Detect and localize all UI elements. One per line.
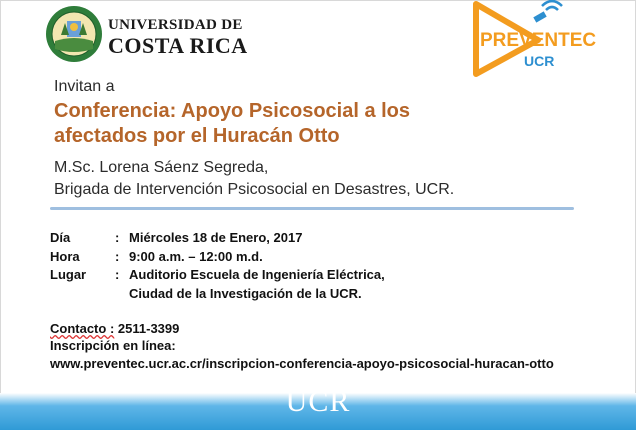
ucr-seal-logo — [45, 5, 103, 63]
registration-label: Inscripción en línea: — [50, 338, 176, 353]
day-label: Día — [50, 230, 71, 245]
speaker-affiliation: Brigada de Intervención Psicosocial en Desastres, UCR. — [54, 181, 455, 198]
day-row — [50, 229, 385, 248]
place-separator: : — [115, 267, 120, 282]
place-line2: Ciudad de la Investigación de la UCR. — [129, 285, 362, 301]
day-separator: : — [115, 230, 120, 245]
divider-line — [50, 207, 574, 210]
day-value: Miércoles 18 de Enero, 2017 — [129, 230, 303, 245]
place-label: Lugar — [50, 267, 87, 282]
invite-intro: Invitan a — [54, 78, 115, 95]
speaker-block — [54, 157, 454, 201]
speaker-name: M.Sc. Lorena Sáenz Segreda, — [54, 159, 269, 176]
preventec-sub: UCR — [524, 53, 555, 69]
time-value: 9:00 a.m. – 12:00 m.d. — [129, 248, 263, 264]
place-row — [50, 266, 385, 285]
footer-ucr-logo: UCR — [285, 385, 351, 418]
time-label: Hora — [50, 248, 80, 264]
contact-phone[interactable]: 2511-3399 — [117, 321, 180, 336]
registration-link[interactable]: www.preventec.ucr.ac.cr/inscripcion-conferencia-apoyo-psicosocial-huracan-otto — [50, 356, 554, 371]
title-line1: Conferencia: Apoyo Psicosocial a los — [54, 100, 411, 122]
ucr-wordmark — [108, 18, 248, 57]
time-separator: : — [115, 248, 120, 264]
university-line1: UNIVERSIDAD DE — [108, 17, 243, 33]
event-details — [50, 229, 385, 303]
preventec-brand: PREVENTEC — [480, 30, 597, 51]
contact-label: Contacto : — [50, 321, 115, 336]
preventec-logo — [468, 0, 598, 78]
university-line2: COSTA RICA — [108, 33, 248, 58]
title-line2: afectados por el Huracán Otto — [54, 125, 340, 147]
time-row — [50, 248, 385, 267]
conference-title — [54, 99, 474, 149]
place-line1: Auditorio Escuela de Ingeniería Eléctrica, — [129, 267, 385, 282]
contact-block — [50, 320, 179, 354]
